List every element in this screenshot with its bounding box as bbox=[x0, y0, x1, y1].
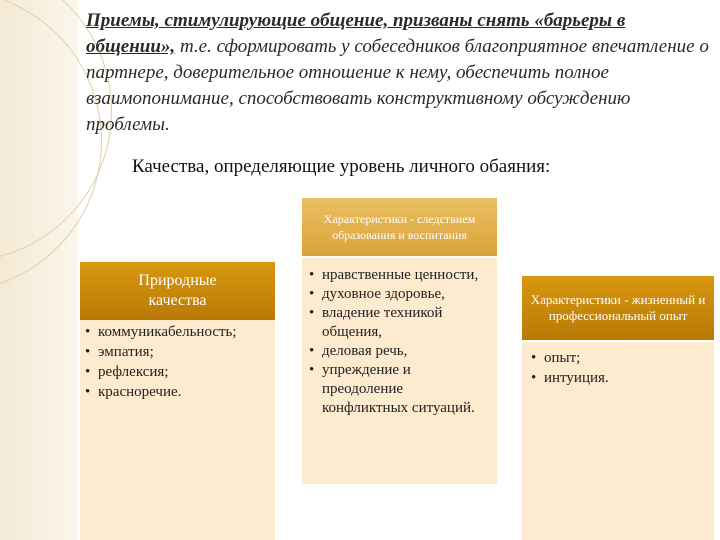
education-qualities-list bbox=[308, 266, 488, 418]
heading-text: т.е. сформировать у собеседников благоприятное впечатление о партнере, доверительное отношение к нему, обеспечить полное взаимопонимание, способствовать конструктивному обсуждению проблемы. bbox=[86, 36, 709, 135]
list-item: • деловая речь, bbox=[308, 342, 488, 361]
list-item: • упреждение и преодоление конфликтных ситуаций. bbox=[308, 361, 488, 418]
list-item: • коммуникабельность; bbox=[84, 322, 272, 342]
list-item: • интуиция. bbox=[530, 368, 710, 388]
list-item: • владение техникой общения, bbox=[308, 304, 488, 342]
column-title: Характеристики - жизненный и профессиональный опыт bbox=[530, 292, 706, 323]
list-item: • красноречие. bbox=[84, 382, 272, 402]
list-item: • нравственные ценности, bbox=[308, 266, 488, 285]
column-header-education bbox=[302, 198, 497, 256]
natural-qualities-list bbox=[84, 322, 272, 402]
list-item: • рефлексия; bbox=[84, 362, 272, 382]
column-title: Природные качества bbox=[138, 272, 217, 309]
list-item: • опыт; bbox=[530, 348, 710, 368]
heading-emphasis: Приемы, стимулирующие общение, призваны снять «барьеры в общении», bbox=[86, 10, 626, 57]
column-header-experience bbox=[522, 276, 714, 340]
experience-qualities-list bbox=[530, 348, 710, 388]
slide-subheading: Качества, определяющие уровень личного обаяния: bbox=[132, 156, 551, 177]
list-item: • духовное здоровье, bbox=[308, 285, 488, 304]
list-item: • эмпатия; bbox=[84, 342, 272, 362]
column-header-natural bbox=[80, 262, 275, 320]
slide-heading bbox=[86, 8, 714, 138]
column-title: Характеристики - следствием образования и воспитания bbox=[323, 212, 476, 242]
